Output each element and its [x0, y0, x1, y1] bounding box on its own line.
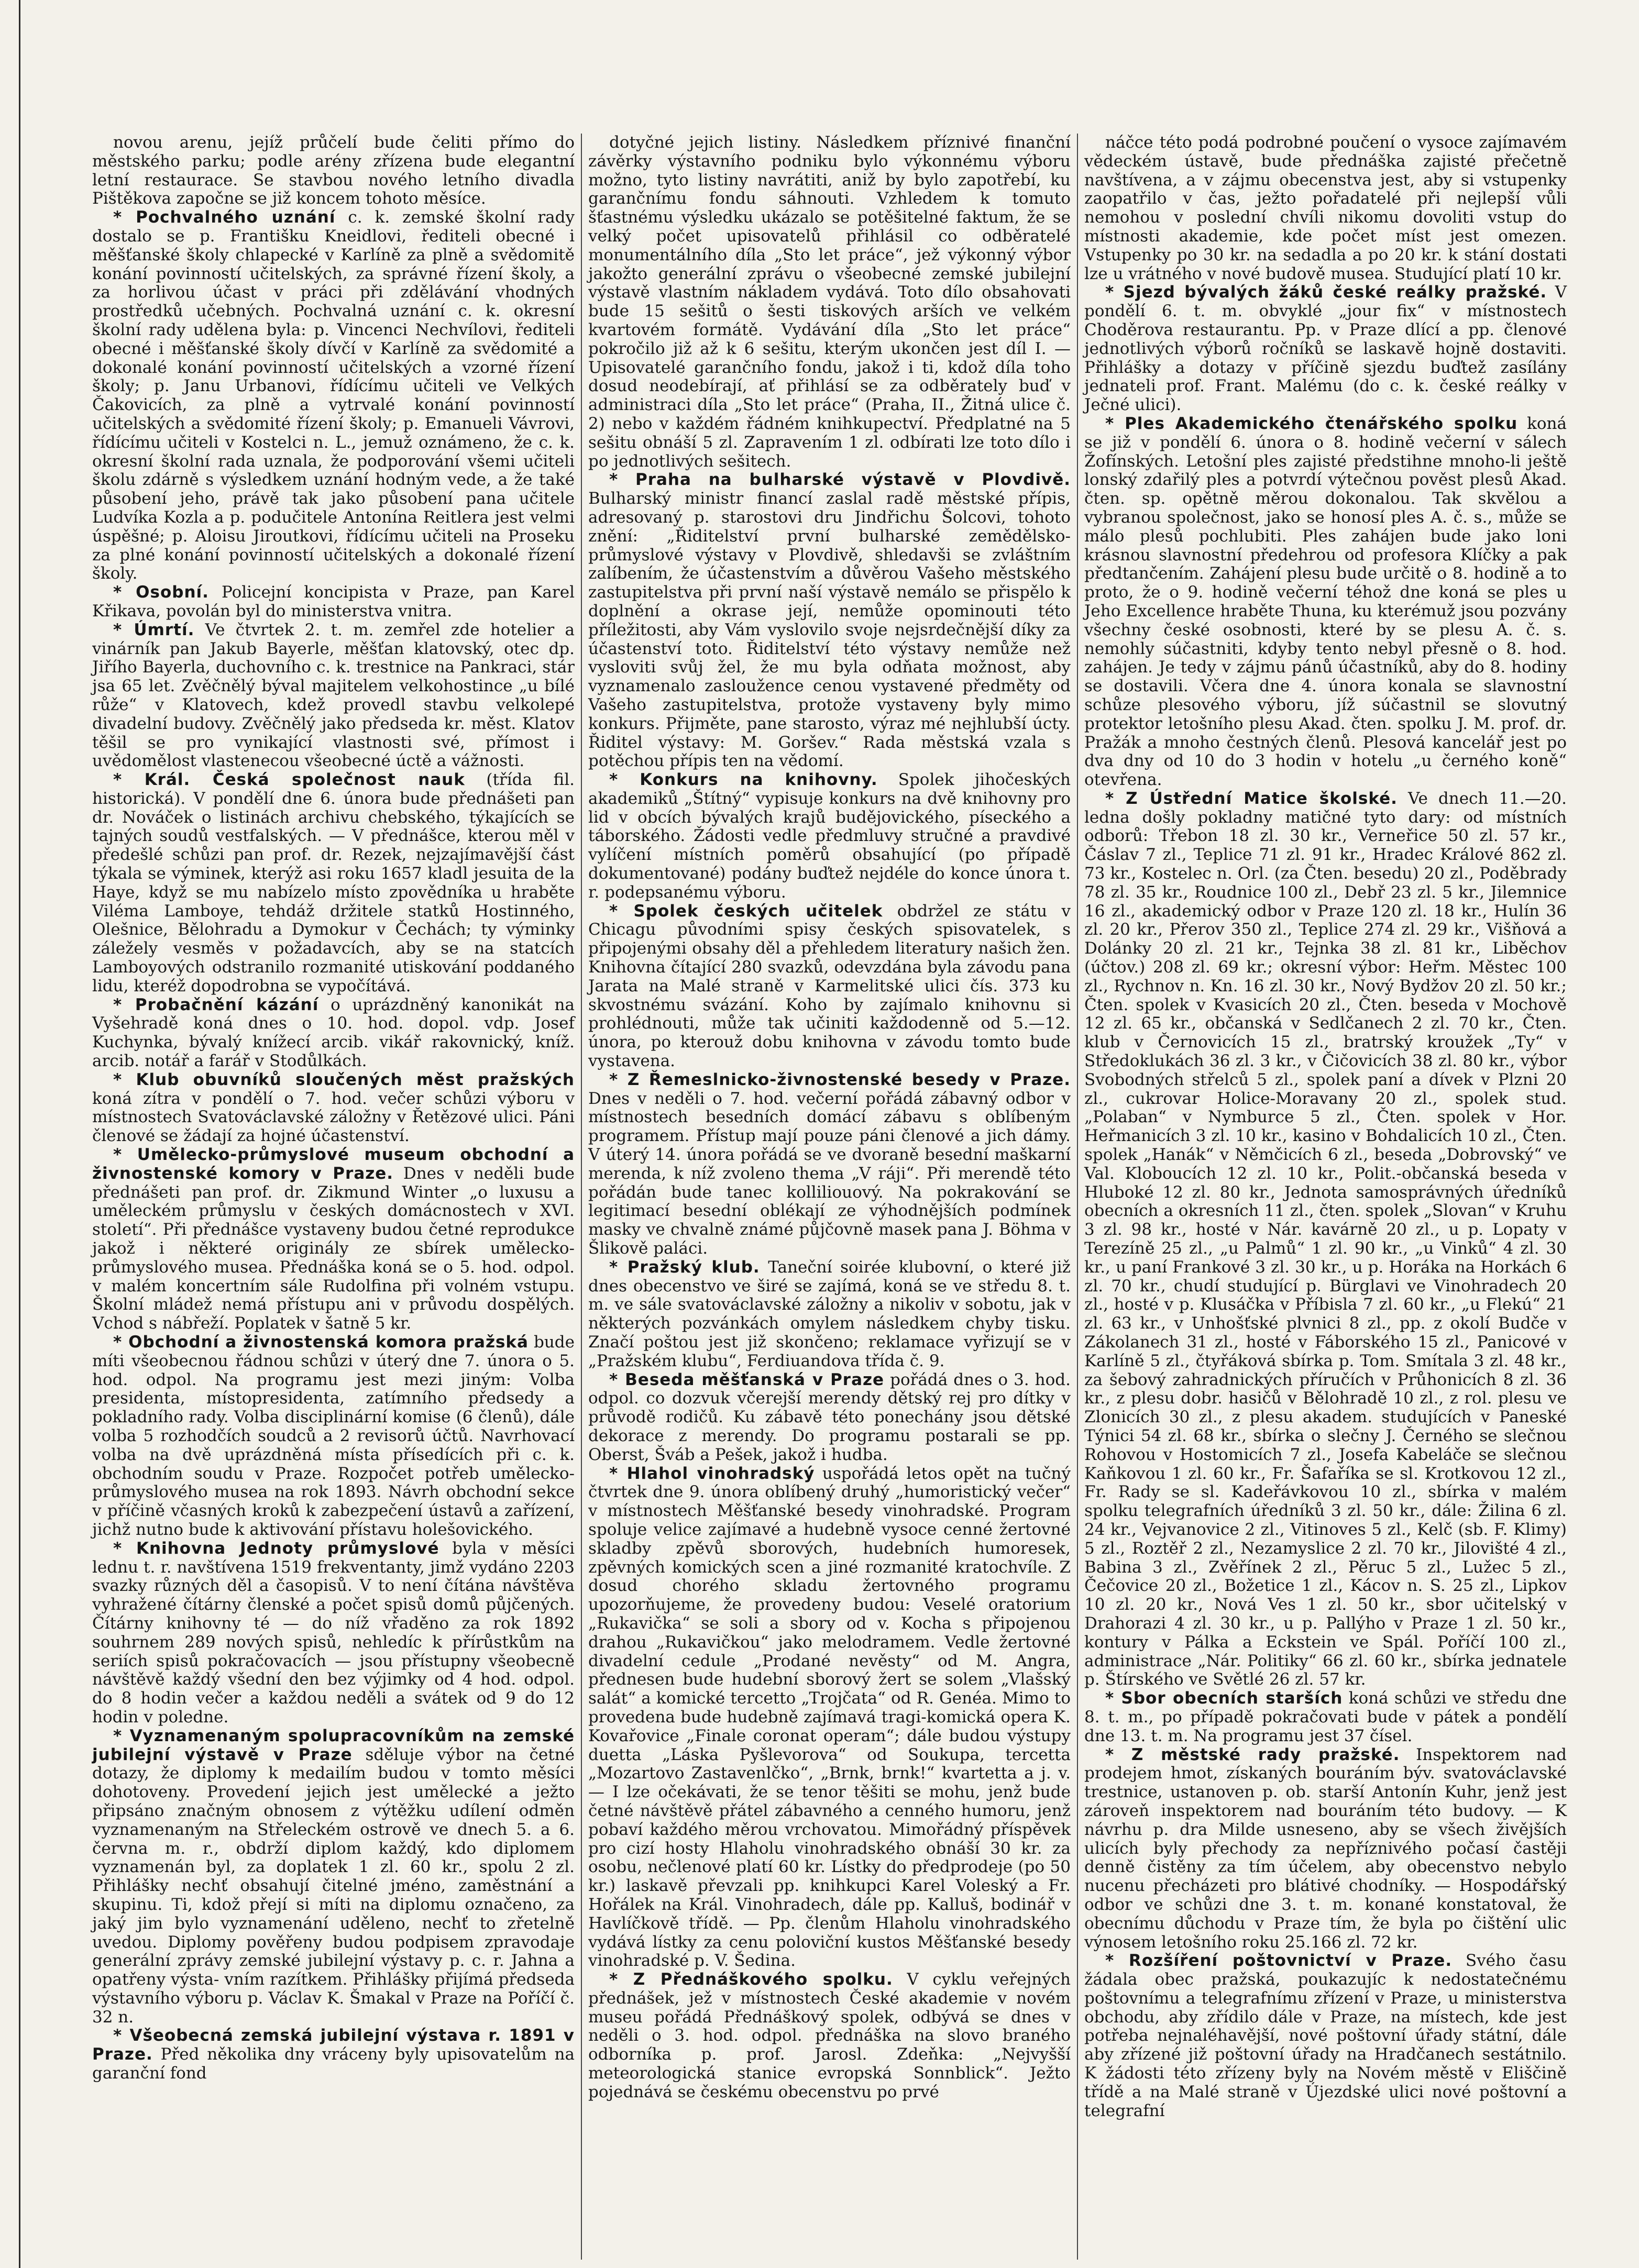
article — [92, 1071, 575, 1146]
article-heading: * Spolek českých učitelek — [609, 901, 883, 921]
article-text: c. k. zemské školní rady dostalo se p. Františku Kneidlovi, řediteli obecné i měšťanské školy chlapecké v Karlíně za plně a svědomitě konání povinností učitelských, za správné řízení školy, a za horlivou účast v práci při zdělávání vhodných prostředků učebných. Pochvalná uznání c. k. okresní školní rady udělena byla: p. Vincenci Nechvílovi, řediteli obecné i měšťanské školy dívčí v Karlíně za svědomité a dokonalé konání povinností učitelských a vzorné řízení školy; p. Janu Urbanovi, řídícímu učiteli ve Velkých Čakovicích, za plně a vytrvalé konání povinností učitelských a svědomité řízení školy; p. Emanueli Vávrovi, řídícímu učiteli v Kostelci n. L., jemuž oznámeno, že c. k. okresní školní rada uznala, že podporování všemi učiteli školu zdárně s výsledkem uznání hodným vede, a že také působení jeho, právě tak jako působení pana učitele Ludvíka Kozla a p. podučitele Antonína Reitlera jest velmi úspěšné; p. Aloisu Jiroutkovi, řídícímu učiteli na Proseku za plné konání povinností učitelských a dokonalé řízení školy. — [92, 208, 575, 583]
article-text: byla v měsíci lednu t. r. navštívena 1519 frekventanty, jimž vydáno 2203 svazky různých děl a časopisů. V to není čítána návštěva vyhražené čítárny členské a počet spisů domů půjčených. Čítárny knihovny té — do níž vřaděno za rok 1892 souhrnem 289 nových spisů, nehledíc k přírůstkům na seriích spisů pokračovacích — jsou přístupny všeobecně návštěvě každý všední den bez výjimky od 4 hod. odpol. do 8 hodin večer a každou neděli a svátek od 9 do 12 hodin v poledne. — [92, 1539, 575, 1727]
article-text: pořádá dnes o 3. hod. odpol. co dozvuk včerejší merendy dětský rej pro dítky v průvodě rodičů. Ku zábavě této ponechány jsou dětské dekorace z merendy. Do programu postarali se pp. Oberst, Šváb a Pešek, jakož i hudba. — [588, 1370, 1071, 1464]
article-text: novou arenu, jejíž průčelí bude čeliti přímo do městského parku; podle arény zřízena bude elegantní letní restaurace. Se stavbou nového letního divadla Pištěkova započne se již koncem tohoto měsíce. — [92, 134, 575, 208]
article — [92, 1333, 575, 1540]
article-heading: * Ples Akademického čtenářského spolku — [1105, 414, 1518, 433]
article-heading: * Z Ústřední Matice školské. — [1105, 789, 1398, 808]
article-text: uspořádá letos opět na tučný čtvrtek dne 9. února oblíbený druhý „humoristický večer“ v místnostech Měšťanské besedy vinohradské. Program spoluje velice zajímavé a hudebně vysoce cenné žertovné skladby zpěvů sborových, hudebních humoresek, zpěvných komických scen a jiné rozmanité kratochvíle. Z dosud chorého skladu žertovného programu upozorňujeme, že provedeny budou: Veselé oratorium „Rukavička“ se soli a sbory od v. Kocha s připojenou drahou „Rukavičkou“ jako melodramem. Vedle žertovné divadelní cedule „Prodané nevěsty“ od M. Angra, přednesen bude hudební sborový žert se solem „Vlašský salát“ a komické tercetto „Trojčata“ od R. Genéa. Mimo to provedena bude hudebně zajímavá tragi-komická opera K. Kovařovice „Finale coronat operam“; dále budou výstupy duetta „Láska Pyšlevorova“ od Soukupa, tercetta „Mozartovo Zastavenlčko“, „Brnk, brnk!“ kvartetta a j. v. — I lze očekávati, že se tenor těšiti se mohu, jenž bude četné návštěvě přátel zábavného a cenného humoru, jenž pobaví každého měrou vrchovatou. Mimořádný příspěvek pro cizí hosty Hlaholu vinohradského obnáší 30 kr. za osobu, nečlenové platí 60 kr. Lístky do předprodeje (po 50 kr.) laskavě převzali pp. knihkupci Karel Voleský a Fr. Hořálek na Král. Vinohradech, dále pp. Kalluš, bodinář v Havlíčkově třídě. — Pp. členům Hlaholu vinohradského vydává lístky za cenu poloviční kustos Měšťanské besedy vinohradské p. V. Šedina. — [588, 1464, 1071, 1971]
article-text: koná zítra v pondělí o 7. hod. večer schůzi výboru v místnostech Svatováclavské záložny v Řetězové ulici. Páni členové se žádají za hojné účastenství. — [92, 1089, 575, 1146]
article-text: dotyčné jejich listiny. Následkem příznivé finanční závěrky výstavního podniku bylo výkonnému výboru možno, tyto listiny navrátiti, aniž by bylo zapotřebí, ku garančnímu fondu sáhnouti. Vzhledem k tomuto šťastnému výsledku ukázalo se potěšitelné faktum, že se velký počet upisovatelů přihlásil co odběratelé monumentálního díla „Sto let práce“, jež výkonný výbor jakožto generální zprávu o všeobecné zemské jubilejní výstavě vlastním nákladem vydává. Toto dílo obsahovati bude 15 sešitů o šesti tiskových arších ve velkém kvartovém formátě. Vydávání díla „Sto let práce“ pokročilo již až k 6 sešitu, kterým ukončen jest díl I. — Upisovatelé garančního fondu, jakož i ti, kdož díla toho dosud neodebírají, ať přihlásí se za odběrately buď v administraci díla „Sto let práce“ (Praha, II., Žitná ulice č. 2) nebo v každém řádném knihkupectví. Předplatné na 5 sešitu obnáší 5 zl. Zapravením 1 zl. odbírati lze toto dílo i po jednotlivých sešitech. — [588, 134, 1071, 471]
article — [92, 771, 575, 996]
article — [1084, 1952, 1567, 2120]
column-rule — [1077, 134, 1078, 2260]
article-text: sděluje výbor na četné dotazy, že diplomy k medailím budou v tomto měsíci dohotoveny. Provedení jejich jest umělecké a ježto připsáno značným obnosem z výtěžku udílení odměn vyznamenaným na Střeleckém ostrově ve dnech 5. a 6. června m. r., obdrží diplom každý, kdo diplomem vyznamenán byl, za doplatek 1 zl. 60 kr., spolu 2 zl. Přihlášky nechť obsahují čitelné jméno, zaměstnání a skupinu. Ti, kdož přejí si míti na diplomu označeno, za jaký jim bylo vyznamenání uděleno, nechť to zřetelně uvedou. Diplomy pověřeny budou podpisem zpravodaje generální zprávy zemské jubilejní výstavy p. c. r. Jahna a opatřeny výsta- vním razítkem. Přihlášky přijímá předseda výstavního výboru p. Václav K. Šmakal v Praze na Poříčí č. 32 n. — [92, 1745, 575, 2027]
article-heading: * Umělecko-průmyslové museum obchodní a živnostenské komory v Praze. — [92, 1145, 575, 1183]
article — [588, 134, 1071, 471]
article-heading: * Konkurs na knihovny. — [609, 770, 878, 790]
article-text: Ve dnech 11.—20. ledna došly pokladny matičné tyto dary: od místních odborů: Třebon 18 zl. 30 kr., Verneřice 50 zl. 57 kr., Čáslav 7 zl., Teplice 71 zl. 91 kr., Hradec Králové 862 zl. 73 kr., Kostelec n. Orl. (za Čten. besedu) 20 zl., Poděbrady 78 zl. 35 kr., Roudnice 100 zl., Debř 23 zl. 5 kr., Jilemnice 16 zl., akademický odbor v Praze 120 zl. 18 kr., Hulín 36 zl. 20 kr., Přerov 350 zl., Teplice 274 zl. 29 kr., Višňová a Dolánky 20 zl. 21 kr., Tejnka 38 zl. 81 kr., Liběchov (účtov.) 208 zl. 69 kr.; okresní výbor: Heřm. Městec 100 zl., Rychnov n. Kn. 16 zl. 30 kr., Nový Bydžov 20 zl. 50 kr.; Čten. spolek v Kvasicích 20 zl., Čten. beseda v Mochově 12 zl. 65 kr., občanská v Sedlčanech 2 zl. 70 kr., Čten. klub v Černovicích 15 zl., bratrský kroužek „Ty“ v Středoklukách 36 zl. 3 kr., v Čičovicích 38 zl. 80 kr., výbor Svobodných střelců 5 zl., spolek paní a dívek v Plzni 20 zl., cukrovar Holice-Moravany 20 zl., spolek stud. „Polaban“ v Nymburce 5 zl., Čten. spolek v Hor. Heřmanicích 3 zl. 10 kr., kasino v Bohdalicích 10 zl., Čten. spolek „Hanák“ v Němčicích 6 zl., beseda „Dobrovský“ ve Val. Kloboucích 12 zl. 10 kr., Polit.-občanská beseda v Hluboké 12 zl. 80 kr., Jednota samosprávných úředníků obecních a okresních 11 zl., čten. spolek „Slovan“ v Kruhu 3 zl. 98 kr., hosté v Nár. kavárně 20 zl., u p. Lopaty v Terezíně 25 zl., „u Palmů“ 1 zl. 90 kr., „u Vinků“ 4 zl. 30 kr., u paní Frankové 3 zl. 30 kr., u p. Horáka na Horkách 6 zl. 70 kr., chudí studující p. Bürglavi ve Vinohradech 20 zl., hosté v p. Klusáčka v Příbisla 7 zl. 60 kr., „u Flekú“ 21 zl. 63 kr., v Unhošťské plvnici 8 zl., pp. z okolí Budče v Zákolanech 31 zl., hosté v Fáborského 15 zl., Panicové v Karlíně 5 zl., čtyřáková sbírka p. Tom. Smítala 3 zl. 48 kr., za šebový zahradnických příručích v Průhonicích 8 zl. 36 kr., z plesu dobr. hasičů v Bělohradě 10 zl., z rol. plesu ve Zlonicích 30 zl., z plesu akadem. studujících v Paneské Týnici 54 zl. 68 kr., sbírka o slečny J. Černého se slečnou Rohovou v Hostomicích 7 zl., Josefa Kabeláče se slečnou Kaňkovou 1 zl. 60 kr., Fr. Šafaříka se sl. Krotkovou 12 zl., Fr. Rady se sl. Kadeřávkovou 10 zl., sbírka v malém spolku telegrafních úředníků 3 zl. 50 kr., dále: Žilina 6 zl. 24 kr., Vejvanovice 2 zl., Vitinoves 5 zl., Kelč (sb. F. Klimy) 5 zl., Roztěř 2 zl., Nezamyslice 2 zl. 70 kr., Jilovišté 4 zl., Babina 3 zl., Zvěřínek 2 zl., Pěruc 5 zl., Lužec 5 zl., Čečovice 20 zl., Božetice 1 zl., Kácov n. S. 25 zl., Lipkov 10 zl. 20 kr., Nová Ves 1 zl. 50 kr., sbor učitelský v Drahorazi 4 zl. 30 kr., u p. Pallýho v Praze 1 zl. 50 kr., kontury v Pálka a Eckstein ve Spál. Poříčí 100 zl., administrace „Nár. Politiky“ 66 zl. 60 kr., sbírka jednatele p. Štírského ve Světlé 26 zl. 57 kr. — [1084, 789, 1567, 1689]
article — [588, 902, 1071, 1071]
article-text: náčce této podá podrobné poučení o vysoce zajímavém vědeckém ústavě, bude přednáška zajisté přečetně navštívena, a v zájmu obecenstva jest, aby si vstupenky zaopatřilo v čas, ježto pořadatelé při nejlepší vůli nemohou v poslední chvíli nikomu dovoliti vstup do místnosti akademie, kde počet míst jest omezen. Vstupenky po 30 kr. na sedadla a po 20 kr. k stání dostati lze u vrátného v nové budově musea. Studující platí 10 kr. — [1084, 134, 1567, 283]
article-heading: * Sjezd bývalých žáků české reálky pražské. — [1105, 283, 1547, 302]
article — [1084, 1689, 1567, 1745]
article-heading: * Knihovna Jednoty průmyslové — [113, 1539, 439, 1558]
article-heading: * Obchodní a živnostenská komora pražská — [113, 1333, 529, 1352]
article — [1084, 790, 1567, 1689]
article-text: Dnes v neděli bude přednášeti pan prof. dr. Zikmund Winter „o luxusu a uměleckém průmyslu v českých domácnostech v XVI. století“. Při přednášce vystaveny budou četné reprodukce jakož i některé originály ze sbírek umělecko-průmyslového musea. Přednáška koná se o 5. hod. odpol. v malém koncertním sále Rudolfina při volném vstupu. Školní mládež nemá přístupu ani v průvodu dospělých. Vchod s nábřeží. Poplatek v šatně 5 kr. — [92, 1164, 575, 1333]
article-text: Taneční soirée klubovní, o které již dnes obecenstvo ve širé se zajímá, koná se ve středu 8. t. m. ve sále svatováclavské záložny a nikoliv v sobotu, jak v některých pozvánkách omylem následkem chyby tisku. Značí poštou jest již skončeno; reklamace vyřizují se v „Pražském klubu“, Ferdiuandova třída č. 9. — [588, 1257, 1071, 1370]
column-3 — [1081, 134, 1570, 2260]
article-heading: * Probačnění kázání — [113, 995, 319, 1014]
article — [92, 208, 575, 583]
article — [588, 1258, 1071, 1371]
article — [92, 1146, 575, 1333]
article — [1084, 415, 1567, 790]
article-heading: * Beseda měšťanská v Praze — [609, 1370, 885, 1389]
text-columns — [89, 134, 1608, 2260]
article-heading: * Osobní. — [113, 583, 209, 602]
article — [588, 1971, 1071, 2102]
article — [588, 771, 1071, 902]
article — [588, 471, 1071, 771]
article — [92, 621, 575, 771]
article — [92, 996, 575, 1071]
article-text: Dnes v neděli o 7. hod. večerní pořádá zábavný odbor v místnostech besedních domácí zábavu s oblíbeným programem. Přístup mají pouze páni členové a jich dámy. V úterý 14. února pořádá se ve dvoraně besední maškarní merenda, k níž zvoleno thema „V ráji“. Při merendě této pořádán bude tanec kolliliouový. Na pokrakování se legitimací besední oblékají ze výhodnějších podmínek masky ve chvalně známé půjčovně masek pana J. Böhma v Šlikově paláci. — [588, 1089, 1071, 1258]
binding-edge — [19, 0, 20, 2268]
article-text: obdržel ze státu v Chicagu původními spisy českých spisovatelek, s připojenými obsahy děl a přehledem literatury našich žen. Knihovna čítající 280 svazků, odevzdána byla závodu pana Jarata na Malé straně v Karmelitské ulici čís. 373 ku skvostnému svázání. Koho by zajímalo knihovnu si prohlédnouti, může tak učiniti každodenně od 5.—12. února, po kterouž dobu knihovna v závodu tomto bude vystavena. — [588, 901, 1071, 1071]
column-1 — [89, 134, 578, 2260]
article-heading: * Z městské rady pražské. — [1105, 1745, 1400, 1764]
article-heading: * Praha na bulharské výstavě v Plovdivě. — [609, 470, 1071, 490]
article-heading: * Rozšíření poštovnictví v Praze. — [1105, 1951, 1453, 1971]
article-heading: * Pražský klub. — [609, 1257, 760, 1277]
article — [588, 1465, 1071, 1971]
article-text: V cyklu veřejných přednášek, jež v místnostech České akademie v novém museu pořádá Přednáškový spolek, odbývá se dnes v neděli o 3. hod. odpol. přednáška na slovo braného odborníka p. prof. Jarosl. Zdeňka: „Nejvyšší meteorologická stanice evropská Sonnblick“. Ježto pojednává se českému obecenstvu po prvé — [588, 1970, 1071, 2101]
article — [1084, 1746, 1567, 1952]
article-text: koná schůzi ve středu dne 8. t. m., po případě pokračovati bude v pátek a pondělí dne 13. t. m. Na programu jest 37 čísel. — [1084, 1689, 1567, 1745]
article — [92, 1727, 575, 2027]
article-heading: * Vyznamenaným spolupracovníkům na zemské jubilejní výstavě v Praze — [92, 1726, 575, 1764]
article-text: o uprázdněný kanonikát na Vyšehradě koná dnes o 10. hod. dopol. vdp. Josef Kuchynka, bývalý knížecí arcib. vikář rakovnický, kníž. arcib. notář a farář v Stodůlkách. — [92, 995, 575, 1071]
article — [92, 2027, 575, 2083]
article-heading: * Král. Česká společnost nauk — [113, 770, 465, 790]
article — [1084, 283, 1567, 415]
article — [92, 583, 575, 621]
article — [588, 1071, 1071, 1258]
article — [1084, 134, 1567, 283]
article-text: koná se již v pondělí 6. února o 8. hodině večerní v sálech Žofínských. Letošní ples zajisté předstihne mnoho-li ještě lonský zdařilý ples a potvrdí výtečnou pověst plesů Akad. čten. sp. opětně měrou dokonalou. Tak skvělou a vybranou společnost, jako se honosí ples A. č. s., může se málo plesů pochlubiti. Ples zahájen bude jako loni krásnou slavnostní předehrou od profesora Klíčky a pak předtančením. Zahájení plesu bude určitě o 8. hodině a to proto, že o 9. hodině večerní téhož dne koná se ples u Jeho Excellence hraběte Thuna, ku kterémuž jsou pozvány všechny české osobnosti, které by se plesu A. č. s. nemohly súčastniti, kdyby tento nebyl přesně o 8. hod. zahájen. Je tedy v zájmu pánů účastníků, aby do 8. hodiny se dostavili. Včera dne 4. února konala se slavnostní schůze plesového výboru, jíž súčastnil se slovutný protektor letošního plesu Akad. čten. spolku J. M. prof. dr. Pražák a mnoho čestných členů. Plesová kancelář jest po dva dny od 10 do 3 hodin v hotelu „u černého koně“ otevřena. — [1084, 414, 1567, 790]
article-heading: * Úmrtí. — [113, 620, 195, 639]
article-heading: * Pochvalného uznání — [113, 208, 336, 227]
article-text: Ve čtvrtek 2. t. m. zemřel zde hotelier a vinárník pan Jakub Bayerle, měšťan klatovský, otec dp. Jiřího Bayerla, duchovního c. k. trestnice na Pankraci, stár jsa 65 let. Zvěčnělý býval majitelem velkohostince „u bílé růže“ v Klatovech, kdež provedl stavbu velkolepé divadelní budovy. Zvěčnělý jako předseda kr. měst. Klatov těšil se pro vynikající vlastnosti své, přímost i uvědomělost vlastenecou všeobecné úctě a vážnosti. — [92, 620, 575, 771]
article — [92, 134, 575, 208]
article-text: (třída fil. historická). V pondělí dne 6. února bude přednášeti pan dr. Nováček o listinách archivu chebského, týkajících se tajných soudů vestfalských. — V přednášce, kterou měl v předešlé schůzi pan prof. dr. Rezek, nejzajímavější část týkala se výminek, kterýž asi roku 1657 kladl jesuita de la Haye, když se mu nabízelo místo zpovědníka u hraběte Viléma Lamboye, tehdáž držitele statků Hostinného, Olešnice, Bělohradu a Dymokur v Čechách; ty výminky záležely vesměs v požadavcích, aby se na statcích Lamboyových odstranilo rozmanité utiskování poddaného lidu, kteréž dopodrobna se vypočítává. — [92, 770, 575, 995]
article-heading: * Všeobecná zemská jubilejní výstava r. 1891 v Praze. — [92, 2026, 575, 2064]
article-heading: * Z Přednáškového spolku. — [609, 1970, 893, 1989]
article-text: Inspektorem nad prodejem hmot, získaných bouráním býv. svatováclavské trestnice, ustanoven p. ob. starší Antonín Kuhr, jenž jest zároveň inspektorem nad bouráním této budovy. — K návrhu p. dra Milde usneseno, aby se všech živějších ulicích byly přechody za nepříznivého počasí častěji denně čistěny za tím účelem, aby obecenstvo nebylo nucenu přecházeti pro blátivé chodníky. — Hospodářský odbor ve schůzi dne 3. t. m. konané konstatoval, že obecnímu důchodu v Praze tím, že byla po čištění ulic výnosem letošního roku 25.166 zl. 72 kr. — [1084, 1745, 1567, 1952]
article-heading: * Z Řemeslnicko-živnostenské besedy v Praze. — [609, 1070, 1071, 1089]
article-heading: * Hlahol vinohradský — [609, 1464, 815, 1483]
article-heading: * Sbor obecních starších — [1105, 1689, 1343, 1708]
article-text: Svého času žádala obec pražská, poukazujíc k nedostatečnému poštovnímu a telegrafnímu zřízení v Praze, u ministerstva obchodu, aby zřídilo dále v Praze, na místech, kde jest potřeba nejnaléhavější, nové poštovní úřady státní, dále aby zřízené již poštovní úřady na Hradčanech sestátnilo. K žádosti této zřízeny byly na Novém městě v Eliščině třídě a na Malé straně v Újezdské ulici nové poštovní a telegrafní — [1084, 1951, 1567, 2120]
article — [588, 1371, 1071, 1465]
article-text: Bulharský ministr financí zaslal radě městské přípis, adresovaný p. starostovi dru Jindřichu Šolcovi, tohoto znění: „Řiditelství první bulharské zemědělsko-průmyslové výstavy v Plovdivě, shledavši se zvláštním zalíbením, že účastenstvím a důvěrou Vašeho městského zastupitelstva při první naší výstavě nemálo se přispělo k doplnění a okrase její, nemůže opominouti této příležitosti, aby Vám vyslovilo svoje nejsrdečnější díky za účastenství toto. Řiditelství této výstavy nemůže než vysloviti svůj žel, že mu byla odňata možnost, aby vyznamenalo zasloužence cenou vystavené předměty od Vašeho zastupitelstva, protože vystaveny byly mimo konkurs. Přijměte, pane starosto, výraz mé nejhlubší úcty. Řiditel výstavy: M. Goršev.“ Rada městská vzala s potěchou přípis ten na vědomí. — [588, 489, 1071, 771]
article-text: Policejní koncipista v Praze, pan Karel Křikava, povolán byl do ministerstva vnitra. — [92, 583, 575, 621]
article-text: Před několika dny vráceny byly upisovatelům na garanční fond — [92, 2045, 575, 2083]
column-rule — [581, 134, 582, 2260]
article-text: Spolek jihočeských akademiků „Štítný“ vypisuje konkurs na dvě knihovny pro lid v obcích bývalých krajů budějovického, píseckého a táborského. Žádosti vedle předmluvy stručné a pravdivé vylíčení místních poměrů obsahující (po případě dokumentované) podány buďtež nejdéle do konce února t. r. podepsanému výboru. — [588, 770, 1071, 902]
article-heading: * Klub obuvníků sloučených měst pražských — [113, 1070, 575, 1089]
article-text: V pondělí 6. t. m. obvyklé „jour fix“ v místnostech Choděrova restaurantu. Pp. v Praze dlící a pp. členové jednotlivých výborů ročníků se laskavě hojně dostaviti. Přihlášky a dotazy v příčině sjezdu buďtež zasílány jednateli prof. Frant. Malému (do c. k. české reálky v Ječné ulici). — [1084, 283, 1567, 415]
column-2 — [585, 134, 1074, 2260]
article-text: bude míti všeobecnou řádnou schůzi v úterý dne 7. února o 5. hod. odpol. Na programu jest mezi jiným: Volba presidenta, místopresidenta, zatímního předsedy a pokladního rady. Volba disciplinární komise (6 členů), dále volba 5 rozhodčích soudců a 2 revisorů účtů. Navrhovací volba na dvě uprázdněná místa přísedících při c. k. obchodním soudu v Praze. Rozpočet potřeb umělecko-průmyslového musea na rok 1893. Návrh obchodní sekce v příčině včasných kroků k zabezpečení ústavů a zařízení, jichž nutno bude k aktivování přístavu holešovického. — [92, 1333, 575, 1539]
article — [92, 1540, 575, 1727]
